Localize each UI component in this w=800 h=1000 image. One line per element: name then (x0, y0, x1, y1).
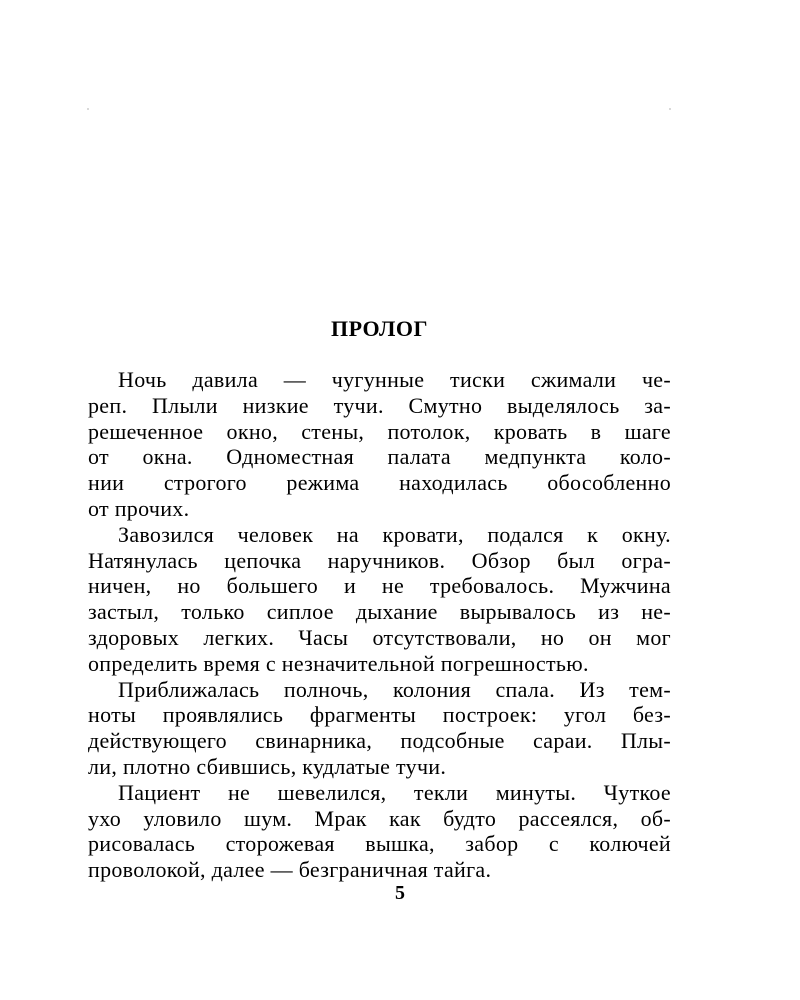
text-line: Приближалась полночь, колония спала. Из тем- (118, 676, 671, 702)
text-line: здоровых легких. Часы отсутствовали, но он мог (88, 624, 671, 650)
text-line: от прочих. (88, 495, 190, 521)
text-line: от окна. Одноместная палата медпункта коло- (88, 444, 671, 470)
text-line: действующего свинарника, подсобные сараи. Плы- (88, 728, 671, 754)
paragraph-2 (88, 522, 671, 677)
scan-artifact-right (669, 108, 671, 110)
text-line: ничен, но большего и не требовалось. Мужчина (88, 573, 671, 599)
paragraph-3 (88, 677, 671, 780)
text-line: Пациент не шевелился, текли минуты. Чуткое (118, 779, 671, 805)
text-line: Завозился человек на кровати, подался к окну. (118, 521, 671, 547)
text-line: ухо уловило шум. Мрак как будто рассеялся, об- (88, 805, 671, 831)
text-line: Ночь давила — чугунные тиски сжимали че- (118, 367, 671, 392)
text-line: нии строгого режима находилась обособленно (88, 470, 671, 496)
text-line: проволокой, далее — безграничная тайга. (88, 857, 492, 883)
text-line: ли, плотно сбившись, кудлатые тучи. (88, 753, 447, 779)
text-line: решеченное окно, стены, потолок, кровать в шаге (88, 418, 671, 444)
paragraph-4 (88, 780, 671, 883)
text-line: ноты проявлялись фрагменты построек: угол без- (88, 702, 671, 728)
page-number: 5 (395, 882, 405, 904)
scan-artifact-left (87, 108, 89, 110)
body-text (88, 367, 671, 883)
text-line: определить время с незначительной погрешностью. (88, 650, 589, 676)
text-line: рисовалась сторожевая вышка, забор с колючей (88, 831, 671, 857)
paragraph-1 (88, 367, 671, 522)
text-line: Натянулась цепочка наручников. Обзор был огра- (88, 547, 671, 573)
text-line: застыл, только сиплое дыхание вырывалось из не- (88, 599, 671, 625)
chapter-title: ПРОЛОГ (331, 316, 428, 341)
text-line: реп. Плыли низкие тучи. Смутно выделялось за- (88, 392, 671, 418)
page-content (88, 315, 671, 883)
